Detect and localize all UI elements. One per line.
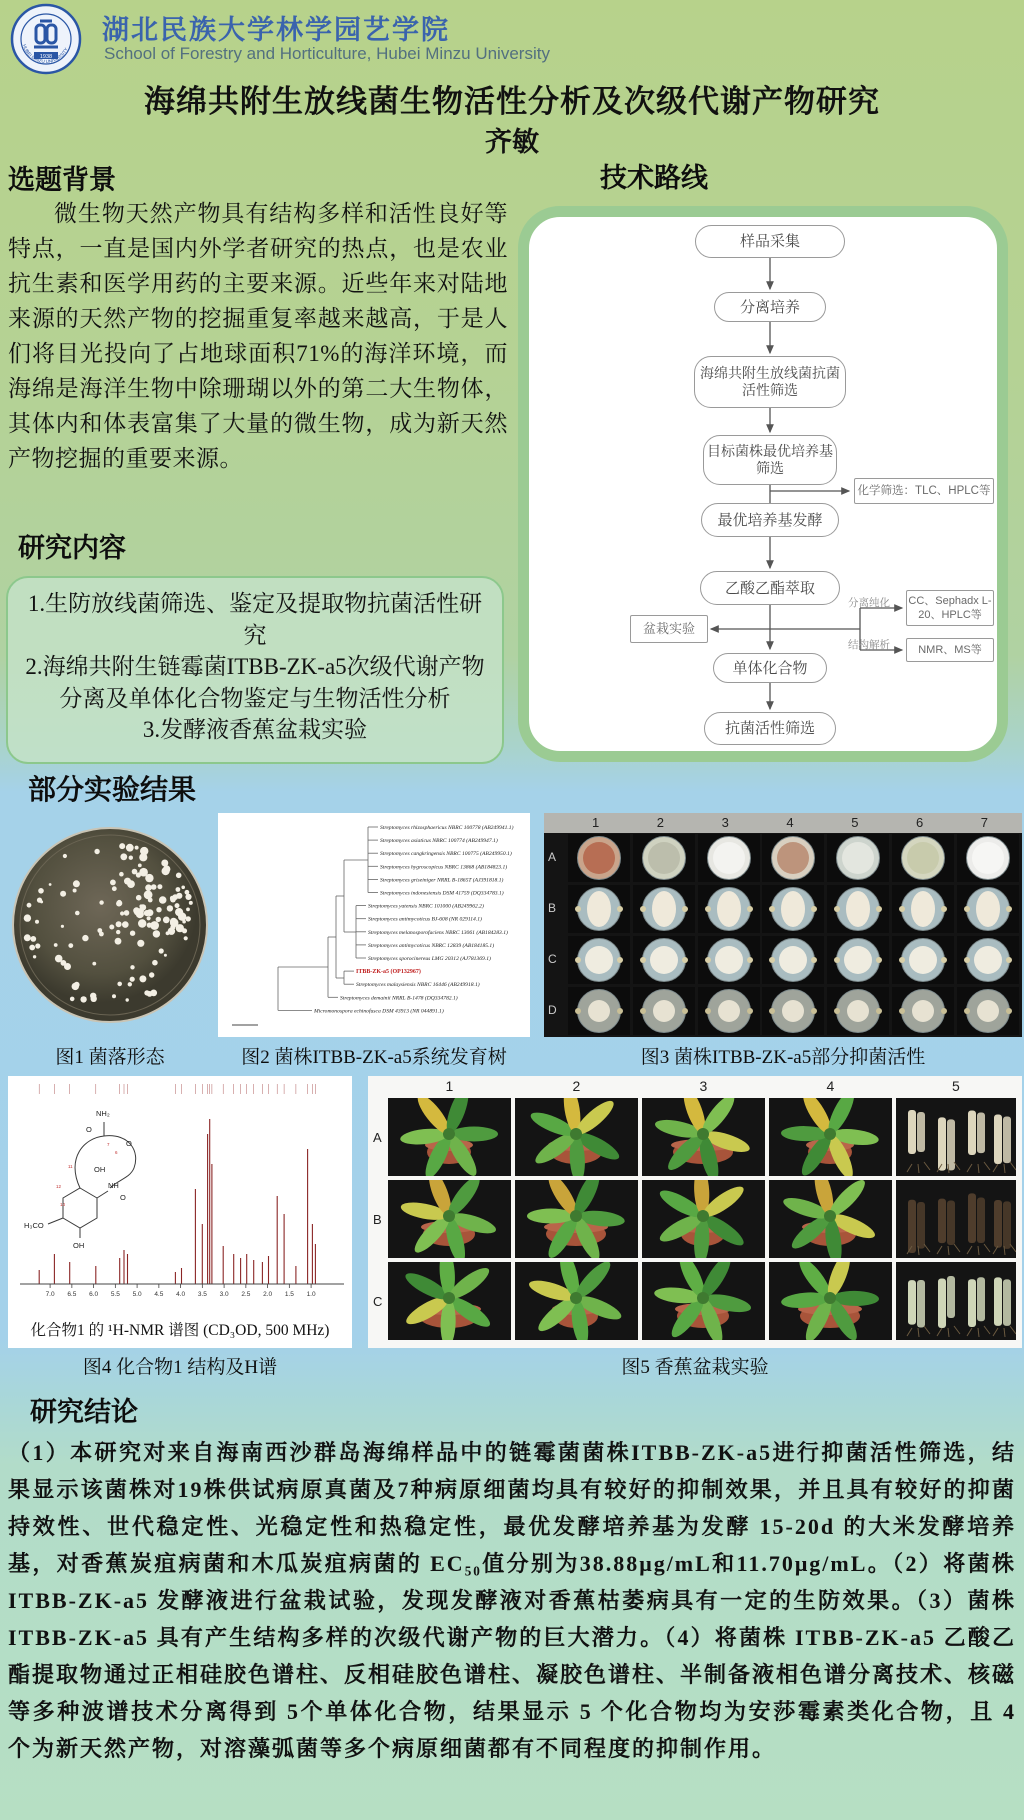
plate-cell (698, 987, 760, 1035)
fig5-row-label: C (373, 1294, 383, 1309)
svg-text:H₃CO: H₃CO (24, 1221, 44, 1230)
figure2-phylogenetic-tree (218, 813, 530, 1037)
stem-cell (896, 1180, 1016, 1258)
plant-cell (642, 1180, 765, 1258)
plant-cell (515, 1098, 638, 1176)
research-item-1: 1.生防放线菌筛选、鉴定及提取物抗菌活性研究 (27, 591, 483, 648)
svg-text:12: 12 (56, 1184, 62, 1189)
fig5-row-label: A (373, 1130, 382, 1145)
fig3-column-label: 2 (656, 815, 665, 830)
figure3-inhibition-plates (544, 813, 1022, 1037)
plant-cell (388, 1098, 511, 1176)
svg-text:6.0: 6.0 (89, 1291, 99, 1298)
fig3-row-label: C (548, 952, 557, 966)
svg-text:OH: OH (94, 1165, 106, 1174)
figure5-caption: 图5 香蕉盆栽实验 (621, 1357, 769, 1378)
svg-text:O: O (120, 1193, 126, 1202)
research-item-2: 2.海绵共附生链霉菌ITBB-ZK-a5次级代谢产物分离及单体化合物鉴定与生物活性分析 (25, 654, 485, 711)
plate-cell (568, 885, 630, 933)
stem-cell (896, 1098, 1016, 1176)
fig3-column-label: 6 (916, 815, 924, 830)
plate-cell (698, 834, 760, 882)
plant-cell (515, 1180, 638, 1258)
plate-cell (827, 936, 889, 984)
flow-side-cc-columns: CC、Sephadx L-20、HPLC等 (906, 590, 994, 626)
svg-text:5.5: 5.5 (110, 1291, 120, 1298)
svg-text:1.0: 1.0 (306, 1291, 316, 1298)
plate-cell (568, 834, 630, 882)
svg-text:O: O (86, 1125, 92, 1134)
figure4-nmr-panel (8, 1076, 352, 1348)
plate-cell (568, 987, 630, 1035)
org-name-cn: 湖北民族大学林学园艺学院 (102, 15, 450, 45)
plate-cell (957, 936, 1019, 984)
tree-taxon-label: Micromonospora echinofusca DSM 43913 (NR 044891.1) (314, 1008, 444, 1015)
svg-text:14: 14 (60, 1202, 66, 1207)
flow-side-pot-experiment: 盆栽实验 (630, 615, 708, 643)
plate-cell (633, 834, 695, 882)
svg-text:NH₂: NH₂ (96, 1109, 110, 1118)
tree-taxon-label: Streptomyces demainii NRRL B-1478 (DQ334782.1) (340, 995, 458, 1002)
flow-step-ethyl-acetate-extraction: 乙酸乙酯萃取 (700, 571, 840, 605)
svg-text:1.5: 1.5 (284, 1291, 294, 1298)
plate-cell (827, 885, 889, 933)
flow-step-pure-compounds: 单体化合物 (713, 653, 827, 683)
tree-taxon-label: Streptomyces antimycoticus BJ-608 (NR 029114.1) (368, 916, 482, 923)
fig3-column-band (544, 813, 1022, 833)
tree-taxon-label: Streptomyces griseiniger NRRL B-1865T (AJ391818.1) (380, 877, 504, 884)
section-heading-research-content: 研究内容 (18, 533, 126, 563)
svg-text:OH: OH (73, 1241, 85, 1250)
plant-cell (642, 1262, 765, 1340)
flow-step-activity-screening: 海绵共附生放线菌抗菌活性筛选 (694, 356, 846, 408)
figure2-caption: 图2 菌株ITBB-ZK-a5系统发育树 (241, 1047, 507, 1068)
section-heading-route: 技术路线 (600, 163, 708, 193)
fig5-column-label: 3 (699, 1078, 708, 1094)
plate-cell (892, 987, 954, 1035)
flow-step-isolation-culture: 分离培养 (714, 292, 826, 322)
figure1-colony-photo (10, 815, 210, 1037)
plate-cell (762, 885, 824, 933)
flow-step-antibacterial-screening: 抗菌活性筛选 (704, 712, 836, 745)
tree-taxon-label: Streptomyces malaysiensis NBRC 16446 (AB249918.1) (356, 982, 480, 989)
svg-text:2.0: 2.0 (263, 1291, 273, 1298)
plate-cell (762, 987, 824, 1035)
flow-side-chemical-screening: 化学筛选：TLC、HPLC等 (854, 478, 994, 504)
plate-cell (827, 834, 889, 882)
background-paragraph: 微生物天然产物具有结构多样和活性良好等特点，一直是国内外学者研究的热点，也是农业抗生素和医学用药的主要来源。近些年来对陆地来源的天然产物的挖掘重复率越来越高，于是人们将目光投向了占地球面积71%的海洋环境，而海绵是海洋生物中除珊瑚以外的第二大生物体，其体内和体表富集了大量的微生物，成为新天然产物挖掘的重要来源。 (8, 201, 508, 471)
plant-cell (515, 1262, 638, 1340)
plant-cell (769, 1098, 892, 1176)
svg-text:3.5: 3.5 (197, 1291, 207, 1298)
fig3-column-label: 3 (721, 815, 729, 830)
svg-text:O: O (126, 1139, 132, 1148)
plate-cell (892, 936, 954, 984)
fig3-column-label: 7 (980, 815, 989, 830)
plate-cell (957, 834, 1019, 882)
flow-label-separation: 分离纯化 (848, 597, 890, 609)
svg-text:11: 11 (68, 1164, 73, 1169)
research-content-box (6, 576, 504, 764)
plate-cell (762, 936, 824, 984)
tree-taxon-label: Streptomyces cangkringensis NBRC 100775 (AB249950.1) (380, 851, 512, 858)
conclusion-paragraph: （1）本研究对来自海南西沙群岛海绵样品中的链霉菌菌株ITBB-ZK-a5进行抑菌活性筛选，结果显示该菌株对19株供试病原真菌及7种病原细菌均具有较好的抑制效果，并且具有较好的抑菌持效性、世代稳定性、光稳定性和热稳定性，最优发酵培养基为发酵 15-20d 的大米发酵培养基，对香蕉炭疽病菌和木瓜炭疽病菌的 EC₅₀值分别为38.88μg/mL和11.70μg/mL。（2）将菌株ITBB-ZK-a5 发酵液进行盆栽试验，发现发酵液对香蕉枯萎病具有一定的生防效果。（3）菌株 ITBB-ZK-a5 具有产生结构多样的次级代谢产物的巨大潜力。（4）将菌株 ITBB-ZK-a5 乙酸乙酯提取物通过正相硅胶色谱柱、反相硅胶色谱柱、凝胶色谱柱、半制备液相色谱分离技术、核磁等多种波谱技术分离得到 5个单体化合物，结果显示 5 个化合物均为安莎霉素类化合物，且 4 个为新天然产物，对溶藻弧菌等多个病原细菌都有不同程度的抑制作用。 (8, 1440, 1017, 1761)
flow-label-structure: 结构解析 (848, 639, 890, 651)
tree-taxon-label: Streptomyces rhizosphaericus NBRC 100778 (AB249941.1) (380, 825, 514, 831)
fig3-row-label: D (548, 1003, 557, 1017)
svg-text:4.0: 4.0 (176, 1291, 186, 1298)
section-heading-results: 部分实验结果 (28, 774, 197, 805)
phylogenetic-tree-svg (218, 813, 530, 1037)
plate-cell (568, 936, 630, 984)
svg-text:2.5: 2.5 (241, 1291, 251, 1298)
svg-text:6: 6 (115, 1150, 118, 1155)
svg-text:NH: NH (108, 1181, 119, 1190)
plate-cell (892, 834, 954, 882)
flow-step-optimal-fermentation: 最优培养基发酵 (701, 503, 839, 537)
svg-text:3.0: 3.0 (219, 1291, 229, 1298)
plant-cell (769, 1262, 892, 1340)
plate-cell (957, 885, 1019, 933)
fig5-column-label: 2 (572, 1078, 581, 1094)
tree-taxon-label: Streptomyces asiaticus NBRC 100774 (AB249947.1) (380, 838, 498, 845)
plate-cell (633, 885, 695, 933)
tree-taxon-label: ITBB-ZK-a5 (OP132967) (356, 969, 421, 976)
org-name-en: School of Forestry and Horticulture, Hubei Minzu University (104, 44, 550, 63)
svg-text:HUBEI MINZU UNIVERSITY: HUBEI MINZU UNIVERSITY (21, 43, 69, 65)
fig5-row-label: B (373, 1212, 382, 1227)
tree-taxon-label: Streptomyces antimycoticus NBRC 12839 (AB184185.1) (368, 942, 495, 949)
figure4-caption: 图4 化合物1 结构及H谱 (82, 1357, 278, 1378)
tree-taxon-label: Streptomyces sporocinereus LMG 20312 (AJ781369.1) (368, 956, 491, 962)
poster-title: 海绵共附生放线菌生物活性分析及次级代谢产物研究 (144, 84, 880, 119)
university-seal-icon (10, 3, 82, 75)
svg-text:4.5: 4.5 (154, 1291, 164, 1298)
section-heading-background: 选题背景 (8, 165, 116, 195)
plate-cell (762, 834, 824, 882)
svg-text:1938: 1938 (39, 54, 53, 60)
plate-cell (698, 936, 760, 984)
fig5-column-label: 4 (826, 1078, 835, 1094)
plate-cell (698, 885, 760, 933)
nmr-spectrum-svg (8, 1076, 352, 1318)
plant-cell (769, 1180, 892, 1258)
flow-step-sample-collection: 样品采集 (695, 225, 845, 258)
stem-cell (896, 1262, 1016, 1340)
plate-cell (827, 987, 889, 1035)
fig3-row-label: B (548, 901, 557, 915)
nmr-spectrum (8, 1076, 352, 1323)
research-item-3: 3.发酵液香蕉盆栽实验 (142, 717, 368, 742)
plant-cell (642, 1098, 765, 1176)
plate-cell (957, 987, 1019, 1035)
flowchart-panel (518, 206, 1008, 762)
section-heading-conclusion: 研究结论 (30, 1397, 138, 1427)
flow-step-medium-screening: 目标菌株最优培养基筛选 (703, 435, 837, 485)
tree-taxon-label: Streptomyces indonesiensis DSM 41759 (DQ334783.1) (380, 890, 504, 897)
fig5-column-label: 1 (445, 1078, 454, 1094)
fig3-row-label: A (548, 850, 557, 864)
svg-text:7.0: 7.0 (45, 1291, 55, 1298)
petri-dish-icon (10, 815, 210, 1037)
poster-author: 齐敏 (485, 127, 539, 157)
fig3-column-label: 1 (592, 815, 600, 830)
plant-cell (388, 1180, 511, 1258)
plant-cell (388, 1262, 511, 1340)
tree-taxon-label: Streptomyces yatensis NBRC 101000 (AB249962.2) (368, 903, 484, 910)
fig3-column-label: 4 (786, 815, 794, 830)
plate-cell (633, 936, 695, 984)
figure1-caption: 图1 菌落形态 (55, 1047, 165, 1068)
fig3-column-label: 5 (851, 815, 859, 830)
flow-side-nmr-ms: NMR、MS等 (906, 638, 994, 662)
university-logo (10, 3, 82, 80)
plate-cell (892, 885, 954, 933)
figure3-caption: 图3 菌株ITBB-ZK-a5部分抑菌活性 (640, 1047, 926, 1068)
tree-taxon-label: Streptomyces hygroscopicus NBRC 13868 (AB184823.1) (380, 864, 508, 871)
plate-cell (633, 987, 695, 1035)
fig5-column-label: 5 (952, 1078, 960, 1094)
figure5-banana-pots (368, 1076, 1022, 1348)
svg-text:7: 7 (107, 1142, 110, 1147)
svg-text:6.5: 6.5 (67, 1291, 77, 1298)
svg-text:5.0: 5.0 (132, 1291, 142, 1298)
tree-taxon-label: Streptomyces melanosporofaciens NBRC 13061 (AB184283.1) (368, 929, 508, 936)
nmr-inner-caption: 化合物1 的 ¹H-NMR 谱图 (CD₃OD, 500 MHz) (30, 1322, 330, 1339)
